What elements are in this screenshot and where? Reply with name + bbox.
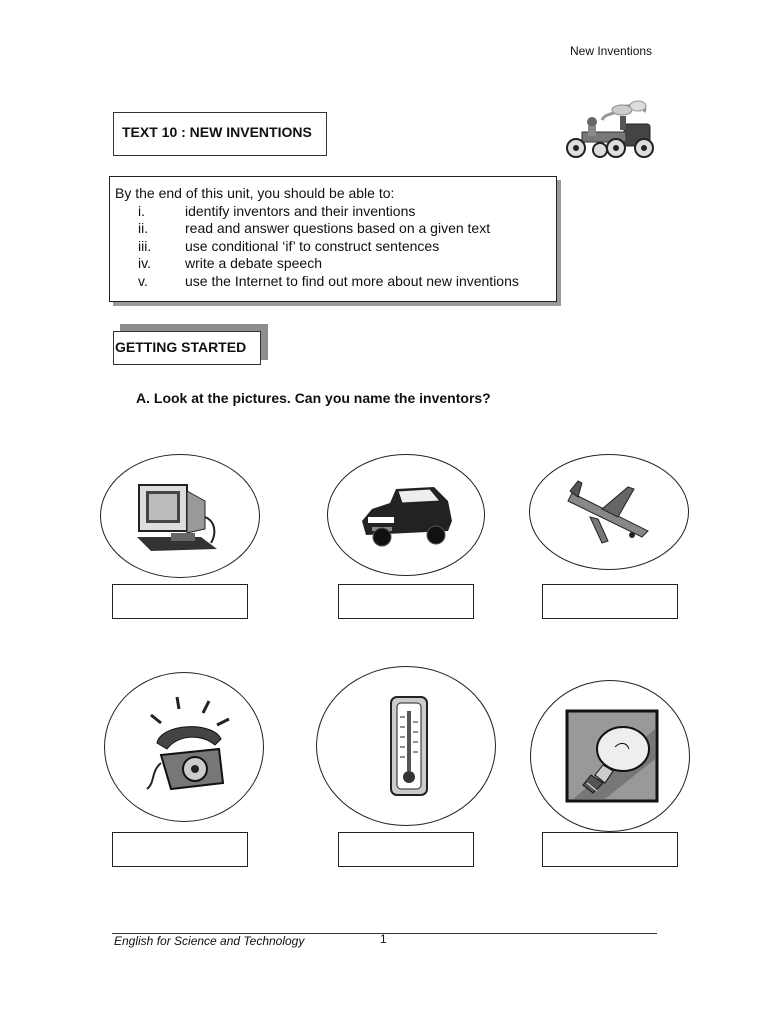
objective-item — [115, 238, 550, 256]
objective-text: identify inventors and their inventions — [185, 202, 416, 219]
inventor-answer-box[interactable] — [112, 832, 248, 867]
objective-text: use conditional ‘if’ to construct sentences — [185, 237, 440, 254]
objective-item — [115, 220, 550, 238]
inventor-answer-box[interactable] — [338, 832, 474, 867]
task-a-instruction: A. Look at the pictures. Can you name the inventors? — [136, 390, 491, 406]
section-heading: GETTING STARTED — [113, 331, 261, 365]
picture-oval-thermometer — [316, 666, 496, 826]
footer-course-title: English for Science and Technology — [114, 934, 305, 948]
objective-text: write a debate speech — [185, 255, 322, 271]
thermometer-icon — [387, 693, 431, 801]
telephone-icon — [131, 693, 241, 803]
inventor-answer-box[interactable] — [112, 584, 248, 619]
objective-text: use the Internet to find out more about new inventions — [185, 272, 519, 289]
light-bulb-icon — [565, 709, 659, 803]
picture-oval-car — [327, 454, 485, 576]
picture-oval-airplane — [529, 454, 689, 570]
objective-number: iii. — [138, 237, 152, 254]
objectives-intro: By the end of this unit, you should be able to: — [115, 185, 395, 201]
picture-oval-telephone — [104, 672, 264, 822]
objective-item — [115, 255, 550, 273]
inventor-answer-box[interactable] — [542, 832, 678, 867]
picture-oval-computer — [100, 454, 260, 578]
car-icon — [356, 479, 456, 551]
objective-item — [115, 203, 550, 221]
objective-number: iv. — [138, 255, 151, 271]
objective-text: read and answer questions based on a given text — [185, 220, 491, 236]
objective-item — [115, 273, 550, 291]
inventor-answer-box[interactable] — [542, 584, 678, 619]
objective-number: v. — [138, 272, 148, 289]
learning-objectives-box — [109, 176, 557, 302]
airplane-icon — [562, 479, 658, 549]
steam-tractor-icon — [560, 98, 660, 164]
objective-number: i. — [138, 202, 145, 219]
picture-oval-light-bulb — [530, 680, 690, 832]
computer-icon — [131, 477, 227, 557]
inventor-answer-box[interactable] — [338, 584, 474, 619]
running-header: New Inventions — [570, 44, 653, 58]
objective-number: ii. — [138, 220, 149, 236]
page-number: 1 — [380, 932, 387, 946]
unit-title-box: TEXT 10 : NEW INVENTIONS — [113, 112, 327, 156]
